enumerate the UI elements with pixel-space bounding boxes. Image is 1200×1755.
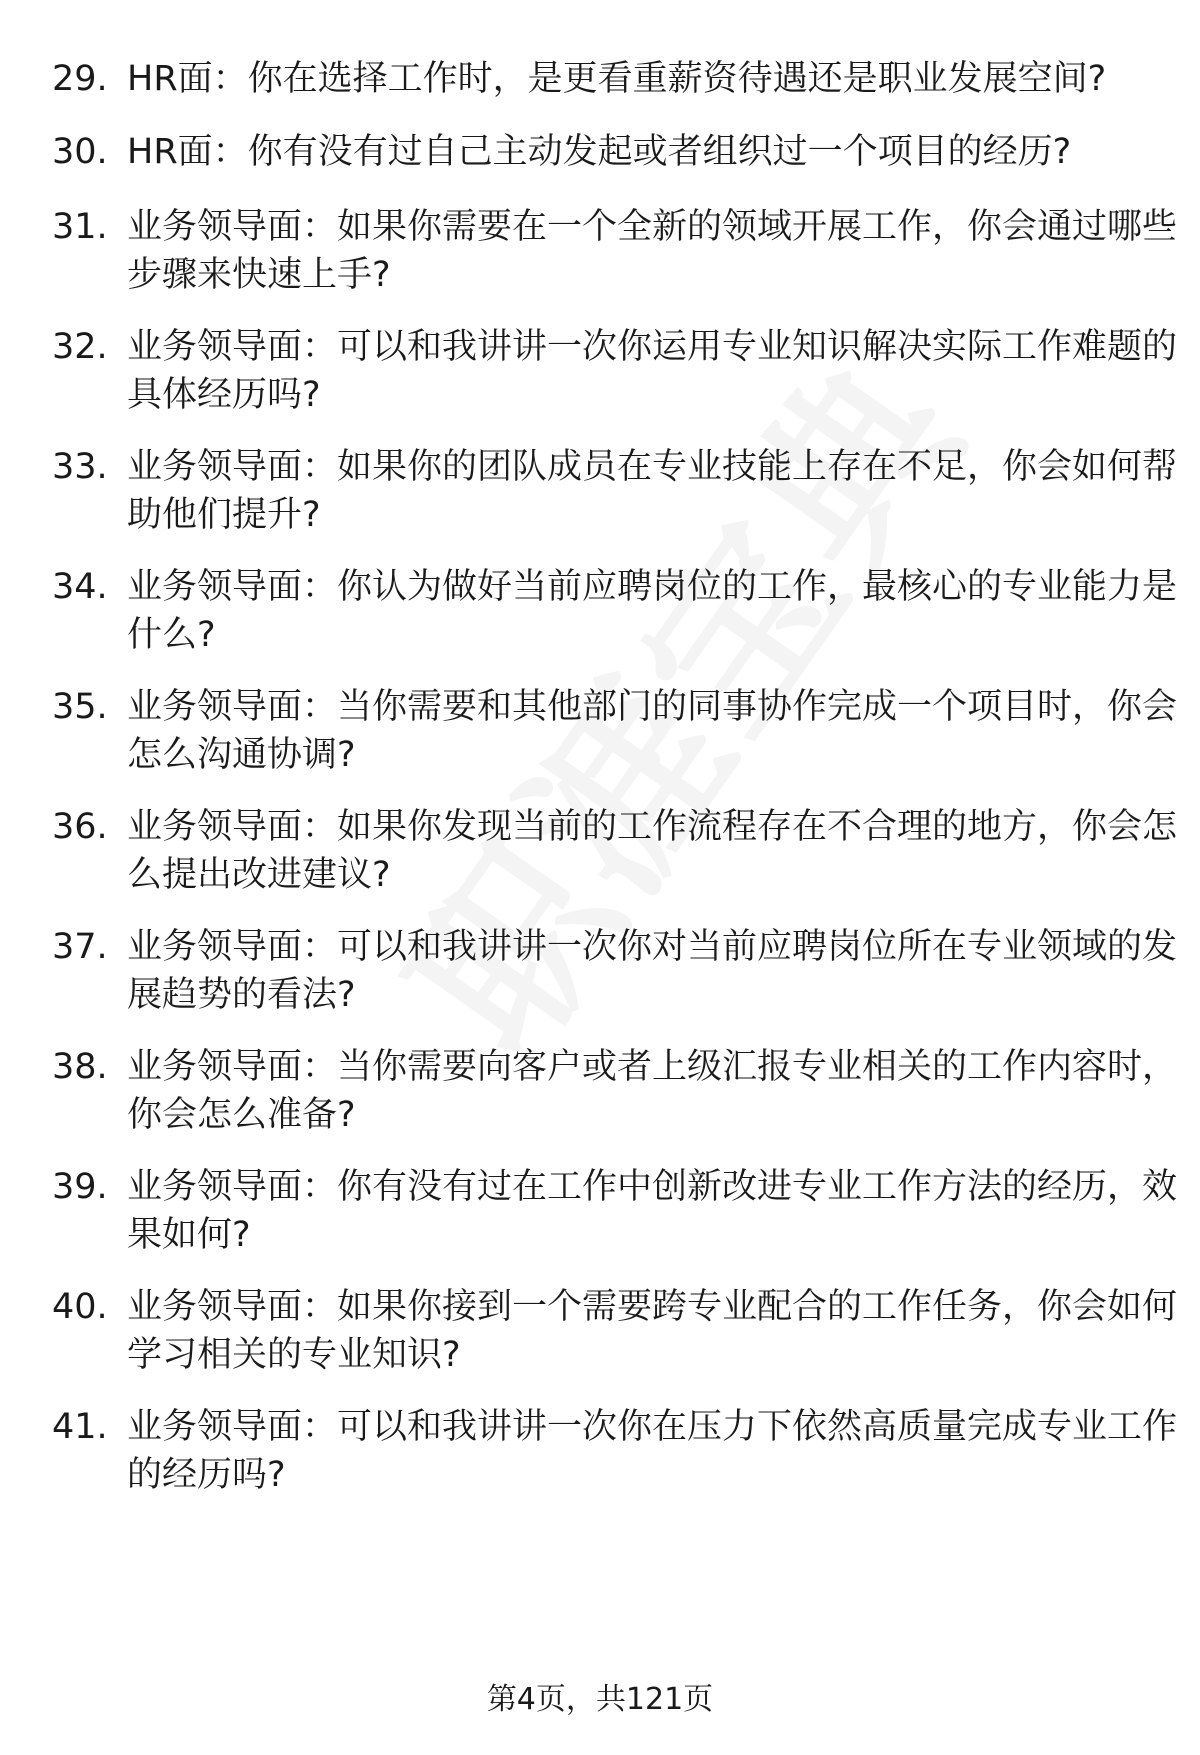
question-text: HR面：你在选择工作时，是更看重薪资待遇还是职业发展空间? [127, 59, 1107, 99]
question-number: 35. [52, 687, 108, 727]
question-number: 31. [52, 207, 108, 247]
question-number: 39. [52, 1167, 108, 1207]
question-number: 33. [52, 447, 108, 487]
question-text: 业务领导面：当你需要向客户或者上级汇报专业相关的工作内容时，你会怎么准备? [127, 1047, 1178, 1135]
question-number: 36. [52, 807, 108, 847]
question-text: 业务领导面：可以和我讲讲一次你在压力下依然高质量完成专业工作的经历吗? [127, 1407, 1178, 1495]
question-number: 32. [52, 327, 108, 367]
question-number: 40. [52, 1287, 108, 1327]
question-text: 业务领导面：可以和我讲讲一次你对当前应聘岗位所在专业领域的发展趋势的看法? [127, 927, 1178, 1015]
page-footer: 第4页，共121页 [486, 1682, 714, 1717]
question-text: 业务领导面：你认为做好当前应聘岗位的工作，最核心的专业能力是什么? [127, 567, 1178, 655]
question-text: 业务领导面：你有没有过在工作中创新改进专业工作方法的经历，效果如何? [127, 1167, 1178, 1255]
question-number: 41. [52, 1407, 108, 1447]
question-number: 38. [52, 1047, 108, 1087]
question-text: 业务领导面：如果你需要在一个全新的领域开展工作，你会通过哪些步骤来快速上手? [127, 207, 1178, 295]
question-number: 29. [52, 59, 108, 99]
question-text: 业务领导面：当你需要和其他部门的同事协作完成一个项目时，你会怎么沟通协调? [127, 687, 1178, 775]
question-number: 34. [52, 567, 108, 607]
question-number: 30. [52, 132, 108, 172]
question-text: 业务领导面：如果你发现当前的工作流程存在不合理的地方，你会怎么提出改进建议? [127, 807, 1178, 895]
question-text: 业务领导面：如果你的团队成员在专业技能上存在不足，你会如何帮助他们提升? [127, 447, 1178, 535]
question-text: HR面：你有没有过自己主动发起或者组织过一个项目的经历? [127, 132, 1072, 172]
question-text: 业务领导面：可以和我讲讲一次你运用专业知识解决实际工作难题的具体经历吗? [127, 327, 1178, 415]
question-text: 业务领导面：如果你接到一个需要跨专业配合的工作任务，你会如何学习相关的专业知识? [127, 1287, 1178, 1375]
question-number: 37. [52, 927, 108, 967]
